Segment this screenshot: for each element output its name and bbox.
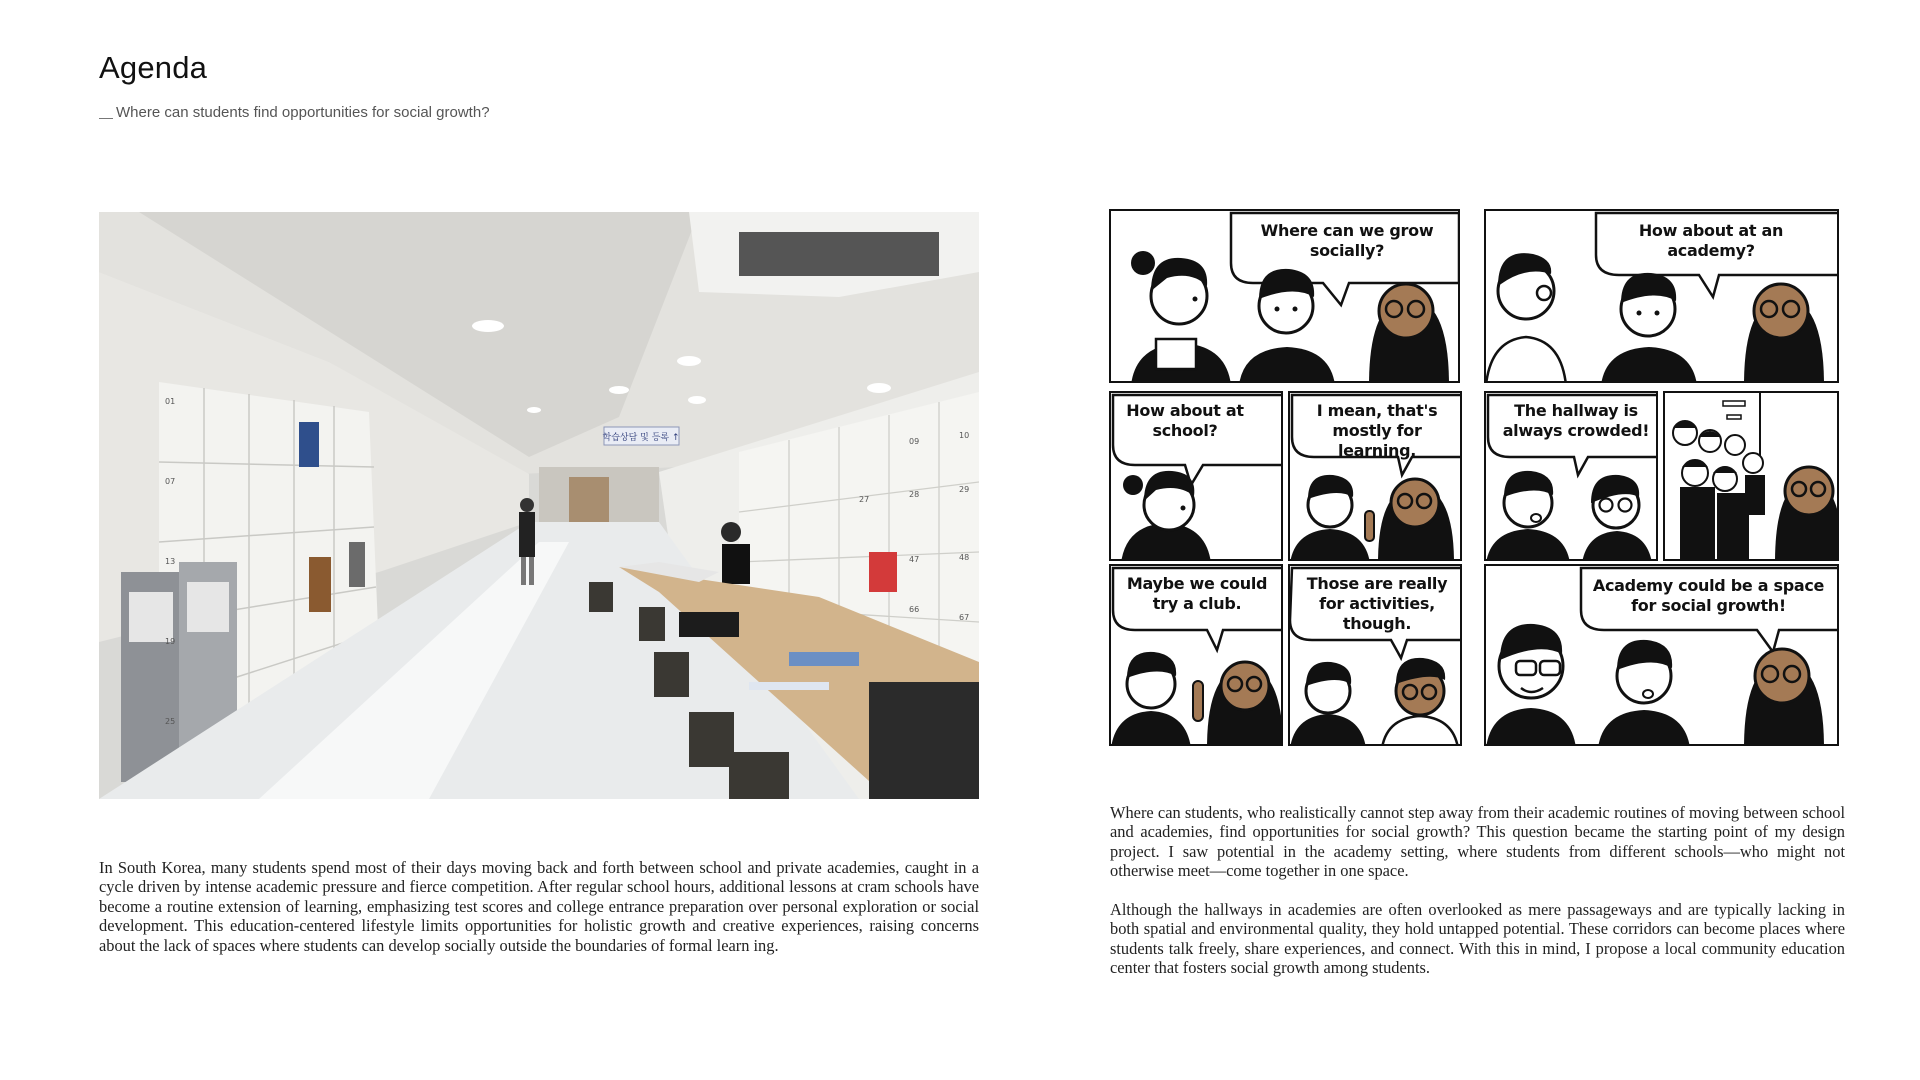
speech-bubble-2: How about at an academy? — [1638, 221, 1784, 260]
locker-number: 01 — [165, 397, 176, 406]
girl-glasses-figure — [1744, 649, 1824, 746]
comic-panel-9 — [1484, 564, 1839, 746]
page-title: Agenda — [99, 50, 208, 85]
girl-glasses-figure — [1365, 479, 1454, 561]
speech-bubble-3: How about at school? — [1126, 401, 1244, 440]
comic-panel-7 — [1109, 564, 1283, 746]
locker-number: 29 — [959, 485, 970, 494]
girl-ponytail-figure — [1121, 471, 1211, 561]
question-paragraph: Where can students, who realistically cannot step away from their academic routines of moving between school and academies, find opportunities for social growth? This question became the starting point of my design project. I saw potential in the academy setting, where students from different schools—who might not otherwise meet—come together in one space. — [1110, 803, 1845, 881]
speech-bubble-1: Where can we grow socially? — [1260, 221, 1434, 260]
comic-panel-1 — [1109, 209, 1460, 383]
page-subtitle — [99, 104, 490, 121]
locker-number: 48 — [959, 553, 970, 562]
girl-glasses-figure — [1744, 284, 1824, 383]
hall-sign: 학습상담 및 등록 ↑ — [602, 433, 680, 443]
boy-figure — [1486, 471, 1570, 561]
subtitle-text: Where can students find opportunities for social growth? — [116, 104, 490, 121]
speech-bubble-4: I mean, that's mostly for learning. — [1316, 401, 1438, 460]
boy-figure — [1111, 652, 1191, 746]
locker-number: 25 — [165, 717, 176, 726]
boy-figure — [1598, 640, 1690, 746]
comic-panel-3 — [1109, 391, 1283, 561]
locker-number: 47 — [909, 555, 920, 564]
boy-figure — [1290, 475, 1370, 561]
ac-vent — [739, 232, 939, 276]
girl-glasses-figure — [1369, 284, 1449, 383]
girl-glasses-figure — [1582, 475, 1652, 561]
boy-figure — [1239, 269, 1335, 383]
boy-glasses-figure — [1486, 624, 1576, 746]
comic-panel-8 — [1288, 564, 1462, 746]
speech-bubble-7: Maybe we could try a club. — [1126, 574, 1268, 613]
intro-paragraph: In South Korea, many students spend most of their days moving back and forth between school and private academies, caught in a cycle driven by intense academic pressure and fierce competition. After regular school hours, additional lessons at cram schools have become a routine extension of learning, emphasizing test scores and college entrance preparation over personal exploration or social development. This education-centered lifestyle limits opportunities for holistic growth and creative experiences, raising concerns about the lack of spaces where students can develop socially outside the boundaries of formal learn ing. — [99, 858, 979, 955]
locker-number: 27 — [859, 495, 870, 504]
girl-ponytail-figure — [1131, 251, 1231, 383]
comic-panel-6-crowd — [1663, 391, 1839, 561]
locker-number: 67 — [959, 613, 970, 622]
speech-bubble-9: Academy could be a space for social growth! — [1592, 576, 1825, 615]
hallway-illustration — [99, 212, 979, 799]
comic-panel-2 — [1484, 209, 1839, 383]
girl-glasses-figure — [1193, 662, 1283, 746]
boy-glasses-side-figure — [1486, 253, 1566, 383]
locker-number: 10 — [959, 431, 970, 440]
girl-glasses-figure — [1775, 467, 1839, 561]
locker-number: 07 — [165, 477, 176, 486]
boy-figure — [1290, 662, 1366, 746]
locker-number: 13 — [165, 557, 176, 566]
boy-glasses-tan-figure — [1382, 658, 1458, 746]
locker-number: 28 — [909, 490, 920, 499]
comic-strip — [1109, 209, 1839, 746]
comic-panel-4 — [1288, 391, 1462, 561]
locker-number: 19 — [165, 637, 176, 646]
locker-number: 09 — [909, 437, 920, 446]
boy-figure — [1601, 273, 1697, 383]
academy-hallway-photo — [99, 212, 979, 799]
speech-bubble-5: The hallway is always crowded! — [1502, 401, 1650, 440]
locker-number: 66 — [909, 605, 920, 614]
subtitle-dash — [99, 118, 113, 119]
comic-panel-5 — [1484, 391, 1658, 561]
speech-bubble-8: Those are really for activities, though. — [1306, 574, 1448, 633]
proposal-paragraph: Although the hallways in academies are often overlooked as mere passageways and are typically lacking in both spatial and environmental quality, they hold untapped potential. These corridors can become places where students talk freely, share experiences, and connect. With this in mind, I propose a local community education center that fosters social growth among students. — [1110, 900, 1845, 978]
